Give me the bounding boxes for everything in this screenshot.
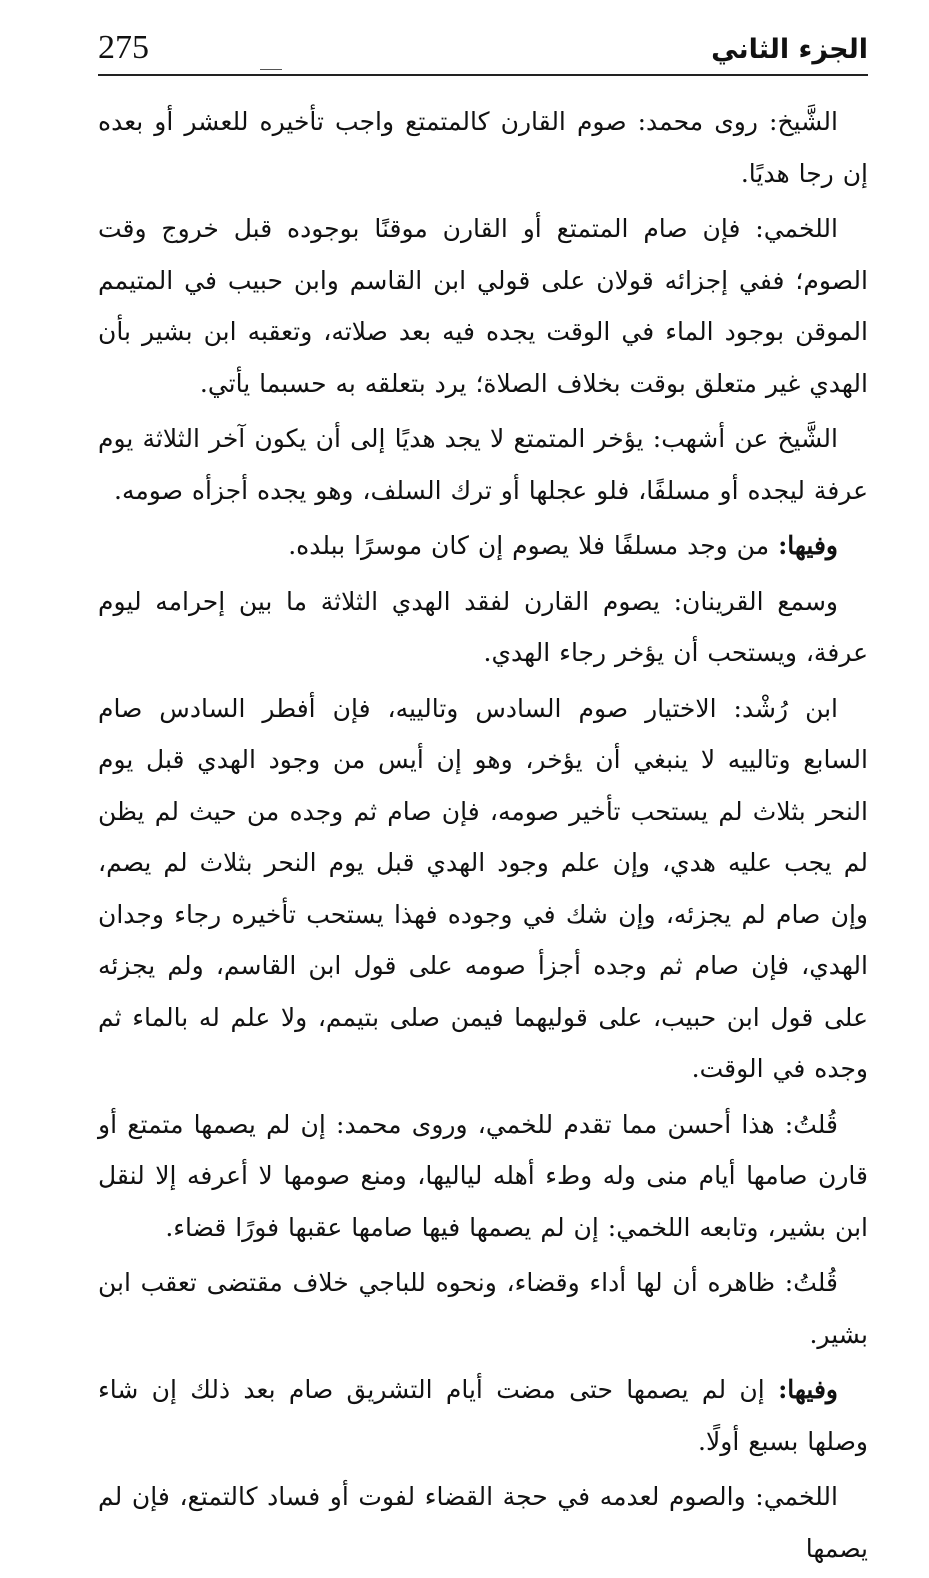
speaker-label: ابن رُشْد: — [733, 693, 839, 723]
running-title: الجزء الثاني — [711, 34, 868, 65]
paragraph-6 — [98, 683, 868, 1095]
paragraph-text: ظاهره أن لها أداء وقضاء، ونحوه للباجي خلاف مقتضى تعقب ابن بشير. — [98, 1268, 868, 1349]
speaker-label: اللخمي: — [755, 214, 838, 243]
paragraph-9 — [98, 1364, 868, 1467]
paragraph-2 — [98, 203, 868, 409]
page-body — [98, 96, 868, 1578]
paragraph-text: إن لم يصمها حتى مضت أيام التشريق صام بعد ذلك إن شاء وصلها بسبع أولًا. — [98, 1375, 868, 1456]
page-number: 275 — [98, 29, 149, 66]
paragraph-4 — [98, 520, 868, 572]
paragraph-8 — [98, 1257, 868, 1360]
paragraph-text: الاختيار صوم السادس وتالييه، فإن أفطر السادس صام السابع وتالييه لا ينبغي أن يؤخر، وهو إن أيس من وجود الهدي قبل يوم النحر بثلاث لم يستحب تأخير صومه، فإن صام ثم وجده من حيث لم يظن لم يجب عليه هدي، وإن علم وجود الهدي قبل يوم النحر بثلاث لم يصم، وإن صام لم يجزئه، وإن شك في وجوده فهذا يستحب تأخيره رجاء وجدان الهدي، فإن صام ثم وجده أجزأ صومه على قول ابن القاسم، ولم يجزئه على قول ابن حبيب، على قوليهما فيمن صلى بتيمم، ولا علم له بالماء ثم وجده في الوقت. — [98, 693, 868, 1083]
paragraph-text: روى محمد: صوم القارن كالمتمتع واجب تأخيره للعشر أو بعده إن رجا هديًا. — [98, 107, 868, 188]
speaker-label: اللخمي: — [755, 1482, 838, 1511]
paragraph-3 — [98, 413, 868, 516]
paragraph-text: فإن صام المتمتع أو القارن موقنًا بوجوده قبل خروج وقت الصوم؛ ففي إجزائه قولان على قولي ابن القاسم وابن حبيب في المتيمم الموقن بوجود الماء في الوقت يجده فيه بعد صلاته، وتعقبه ابن بشير بأن الهدي غير متعلق بوقت بخلاف الصلاة؛ يرد بتعلقه به حسبما يأتي. — [98, 214, 868, 398]
header-divider-mark — [260, 69, 282, 70]
speaker-label: قُلتُ: — [784, 1109, 838, 1139]
paragraph-5 — [98, 576, 868, 679]
speaker-label: الشَّيخ — [777, 424, 838, 453]
paragraph-text: من وجد مسلفًا فلا يصوم إن كان موسرًا ببلده. — [288, 531, 779, 560]
speaker-label: وفيها: — [778, 531, 838, 560]
paragraph-7 — [98, 1099, 868, 1254]
paragraph-text: يصوم القارن لفقد الهدي الثلاثة ما بين إحرامه ليوم عرفة، ويستحب أن يؤخر رجاء الهدي. — [98, 586, 868, 667]
speaker-label: قُلتُ: — [784, 1268, 838, 1297]
page-header — [98, 28, 868, 76]
paragraph-10 — [98, 1471, 868, 1574]
speaker-label: وسمع القرينان: — [673, 586, 838, 616]
paragraph-text: والصوم لعدمه في حجة القضاء لفوت أو فساد كالتمتع، فإن لم يصمها — [98, 1482, 868, 1563]
header-divider — [98, 74, 868, 76]
paragraph-text: هذا أحسن مما تقدم للخمي، وروى محمد: إن لم يصمها متمتع أو قارن صامها أيام منى وله وطء أهله لياليها، ومنع صومها لا أعرفه إلا لنقل ابن بشير، وتابعه اللخمي: إن لم يصمها فيها صامها عقبها فورًا قضاء. — [98, 1109, 868, 1242]
paragraph-1 — [98, 96, 868, 199]
speaker-label: الشَّيخ: — [769, 107, 838, 136]
paragraph-text: عن أشهب: يؤخر المتمتع لا يجد هديًا إلى أن يكون آخر الثلاثة يوم عرفة ليجده أو مسلفًا، فلو عجلها أو ترك السلف، وهو يجده أجزأه صومه. — [98, 424, 868, 505]
speaker-label: وفيها: — [778, 1375, 838, 1404]
